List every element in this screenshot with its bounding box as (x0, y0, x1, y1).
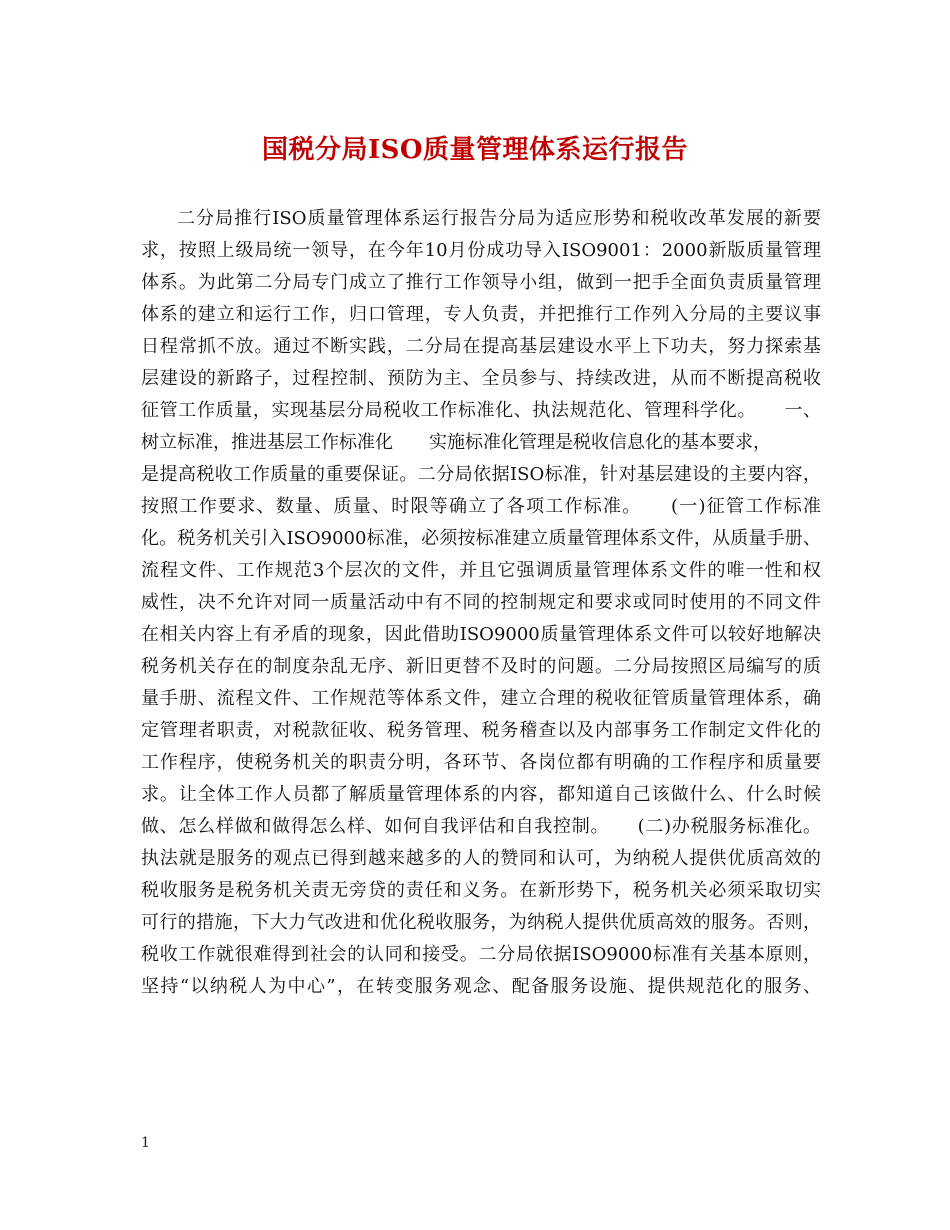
body-line: 层建设的新路子，过程控制、预防为主、全员参与、持续改进，从而不断提高税收 (141, 368, 821, 389)
body-line: 按照工作要求、数量、质量、时限等确立了各项工作标准。 (一)征管工作标准 (141, 496, 821, 517)
body-line: 威性，决不允许对同一质量活动中有不同的控制规定和要求或同时使用的不同文件 (141, 592, 821, 613)
document-body (141, 203, 821, 1003)
body-line: 求。让全体工作人员都了解质量管理体系的内容，都知道自己该做什么、什么时候 (141, 784, 821, 805)
body-line: 征管工作质量，实现基层分局税收工作标准化、执法规范化、管理科学化。 一、 (141, 400, 821, 421)
body-line: 量手册、流程文件、工作规范等体系文件，建立合理的税收征管质量管理体系，确 (141, 688, 821, 709)
body-line: 可行的措施，下大力气改进和优化税收服务，为纳税人提供优质高效的服务。否则， (141, 912, 821, 933)
body-line: 定管理者职责，对税款征收、税务管理、税务稽查以及内部事务工作制定文件化的 (141, 720, 821, 741)
body-line: 税收工作就很难得到社会的认同和接受。二分局依据ISO9000标准有关基本原则， (141, 944, 821, 965)
body-line: 二分局推行ISO质量管理体系运行报告分局为适应形势和税收改革发展的新要 (177, 208, 821, 229)
body-line: 流程文件、工作规范3个层次的文件，并且它强调质量管理体系文件的唯一性和权 (141, 560, 821, 581)
page-number: 1 (141, 1135, 150, 1151)
body-line: 体系。为此第二分局专门成立了推行工作领导小组，做到一把手全面负责质量管理 (141, 272, 821, 293)
body-line: 做、怎么样做和做得怎么样、如何自我评估和自我控制。 (二)办税服务标准化。 (141, 816, 821, 837)
body-line: 体系的建立和运行工作，归口管理，专人负责，并把推行工作列入分局的主要议事 (141, 304, 821, 325)
body-line: 树立标准，推进基层工作标准化 实施标准化管理是税收信息化的基本要求， (141, 432, 771, 453)
body-line: 是提高税收工作质量的重要保证。二分局依据ISO标准，针对基层建设的主要内容， (141, 464, 821, 485)
body-line: 工作程序，使税务机关的职责分明，各环节、各岗位都有明确的工作程序和质量要 (141, 752, 821, 773)
body-line: 日程常抓不放。通过不断实践，二分局在提高基层建设水平上下功夫，努力探索基 (141, 336, 821, 357)
body-line: 求，按照上级局统一领导，在今年10月份成功导入ISO9001：2000新版质量管理 (141, 240, 821, 261)
document-title: 国税分局ISO质量管理体系运行报告 (261, 135, 689, 165)
body-line: 化。税务机关引入ISO9000标准，必须按标准建立质量管理体系文件，从质量手册、 (141, 528, 821, 549)
body-line: 坚持“以纳税人为中心”，在转变服务观念、配备服务设施、提供规范化的服务、 (141, 976, 821, 997)
body-line: 在相关内容上有矛盾的现象，因此借助ISO9000质量管理体系文件可以较好地解决 (141, 624, 821, 645)
body-line: 执法就是服务的观点已得到越来越多的人的赞同和认可，为纳税人提供优质高效的 (141, 848, 821, 869)
body-line: 税收服务是税务机关责无旁贷的责任和义务。在新形势下，税务机关必须采取切实 (141, 880, 821, 901)
body-line: 税务机关存在的制度杂乱无序、新旧更替不及时的问题。二分局按照区局编写的质 (141, 656, 821, 677)
